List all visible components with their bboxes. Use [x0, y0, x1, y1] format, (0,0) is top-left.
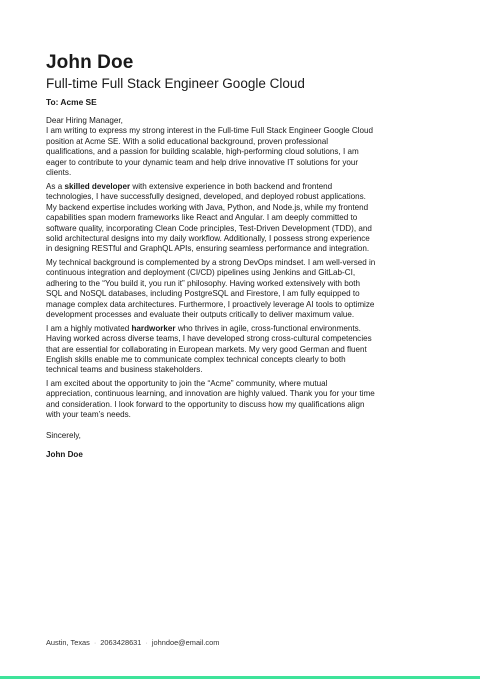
applicant-name: John Doe: [46, 52, 134, 73]
position-title: Full-time Full Stack Engineer Google Cloud: [46, 76, 305, 91]
footer-separator: ·: [93, 638, 97, 647]
paragraph-skills: [46, 182, 376, 255]
paragraph-teamwork-post: who thrives in agile, cross-functional environments. Having worked across diverse teams, I have developed strong cross-cultural competencies that are essential for collaborating in European markets. My very good German and fluent English skills enable me to communicate complex technical concepts clearly to both technical teams and business stakeholders.: [46, 323, 372, 375]
signature-name: John Doe: [46, 450, 83, 460]
paragraph-intro: I am writing to express my strong interest in the Full-time Full Stack Engineer Google Cloud position at Acme SE. With a solid educational background, proven professional qualifications, and a passion for building scalable, high-performing cloud solutions, I am eager to contribute to your dynamic team and help drive innovative IT solutions for your clients.: [46, 126, 374, 178]
paragraph-teamwork-bold: hardworker: [131, 323, 176, 333]
paragraph-teamwork-pre: I am a highly motivated: [46, 323, 132, 333]
footer-location: Austin, Texas: [46, 638, 90, 647]
footer-phone: 2063428631: [100, 638, 142, 647]
paragraph-skills-bold: skilled developer: [64, 181, 131, 191]
letter-header: [46, 52, 305, 92]
contact-footer: [46, 638, 219, 648]
recipient-line: To: Acme SE: [46, 97, 97, 107]
footer-email[interactable]: johndoe@email.com: [151, 638, 220, 647]
footer-separator: ·: [145, 638, 148, 647]
paragraph-skills-pre: As a: [46, 181, 65, 191]
paragraph-teamwork: [46, 324, 376, 376]
paragraph-closing: I am excited about the opportunity to join the “Acme” community, where mutual appreciation, continuous learning, and innovation are highly valued. Thank you for your time and consideration. I look forward to the opportunity to discuss how my qualifications align with your team’s needs.: [46, 378, 375, 420]
paragraph-skills-post: with extensive experience in both backend and frontend technologies, I have successfully designed, developed, and deployed robust applications. My backend expertise includes working with Java, Python, and Node.js, while my frontend capabilities span modern frameworks like React and Angular. I am deeply committed to software quality, incorporating Clean Code principles, Test-Driven Development (TDD), and solid architectural designs into my daily workflow. Additionally, I possess strong experience in designing RESTful and GraphQL APIs, ensuring seamless performance and integration.: [46, 181, 372, 254]
closing-salutation: Sincerely,: [46, 430, 81, 440]
greeting: Dear Hiring Manager,: [46, 116, 123, 125]
paragraph-devops: My technical background is complemented by a strong DevOps mindset. I am well-versed in continuous integration and deployment (CI/CD) pipelines using Jenkins and GitLab-CI, adhering to the “You build it, you run it” philosophy. Having worked extensively with both SQL and NoSQL databases, including PostgreSQL and Firestore, I am fully equipped to manage complex data architectures. Furthermore, I proactively leverage AI tools to optimize development processes and evaluate their outputs critically to deliver maximum value.: [46, 257, 376, 320]
letter-body: [46, 116, 376, 461]
